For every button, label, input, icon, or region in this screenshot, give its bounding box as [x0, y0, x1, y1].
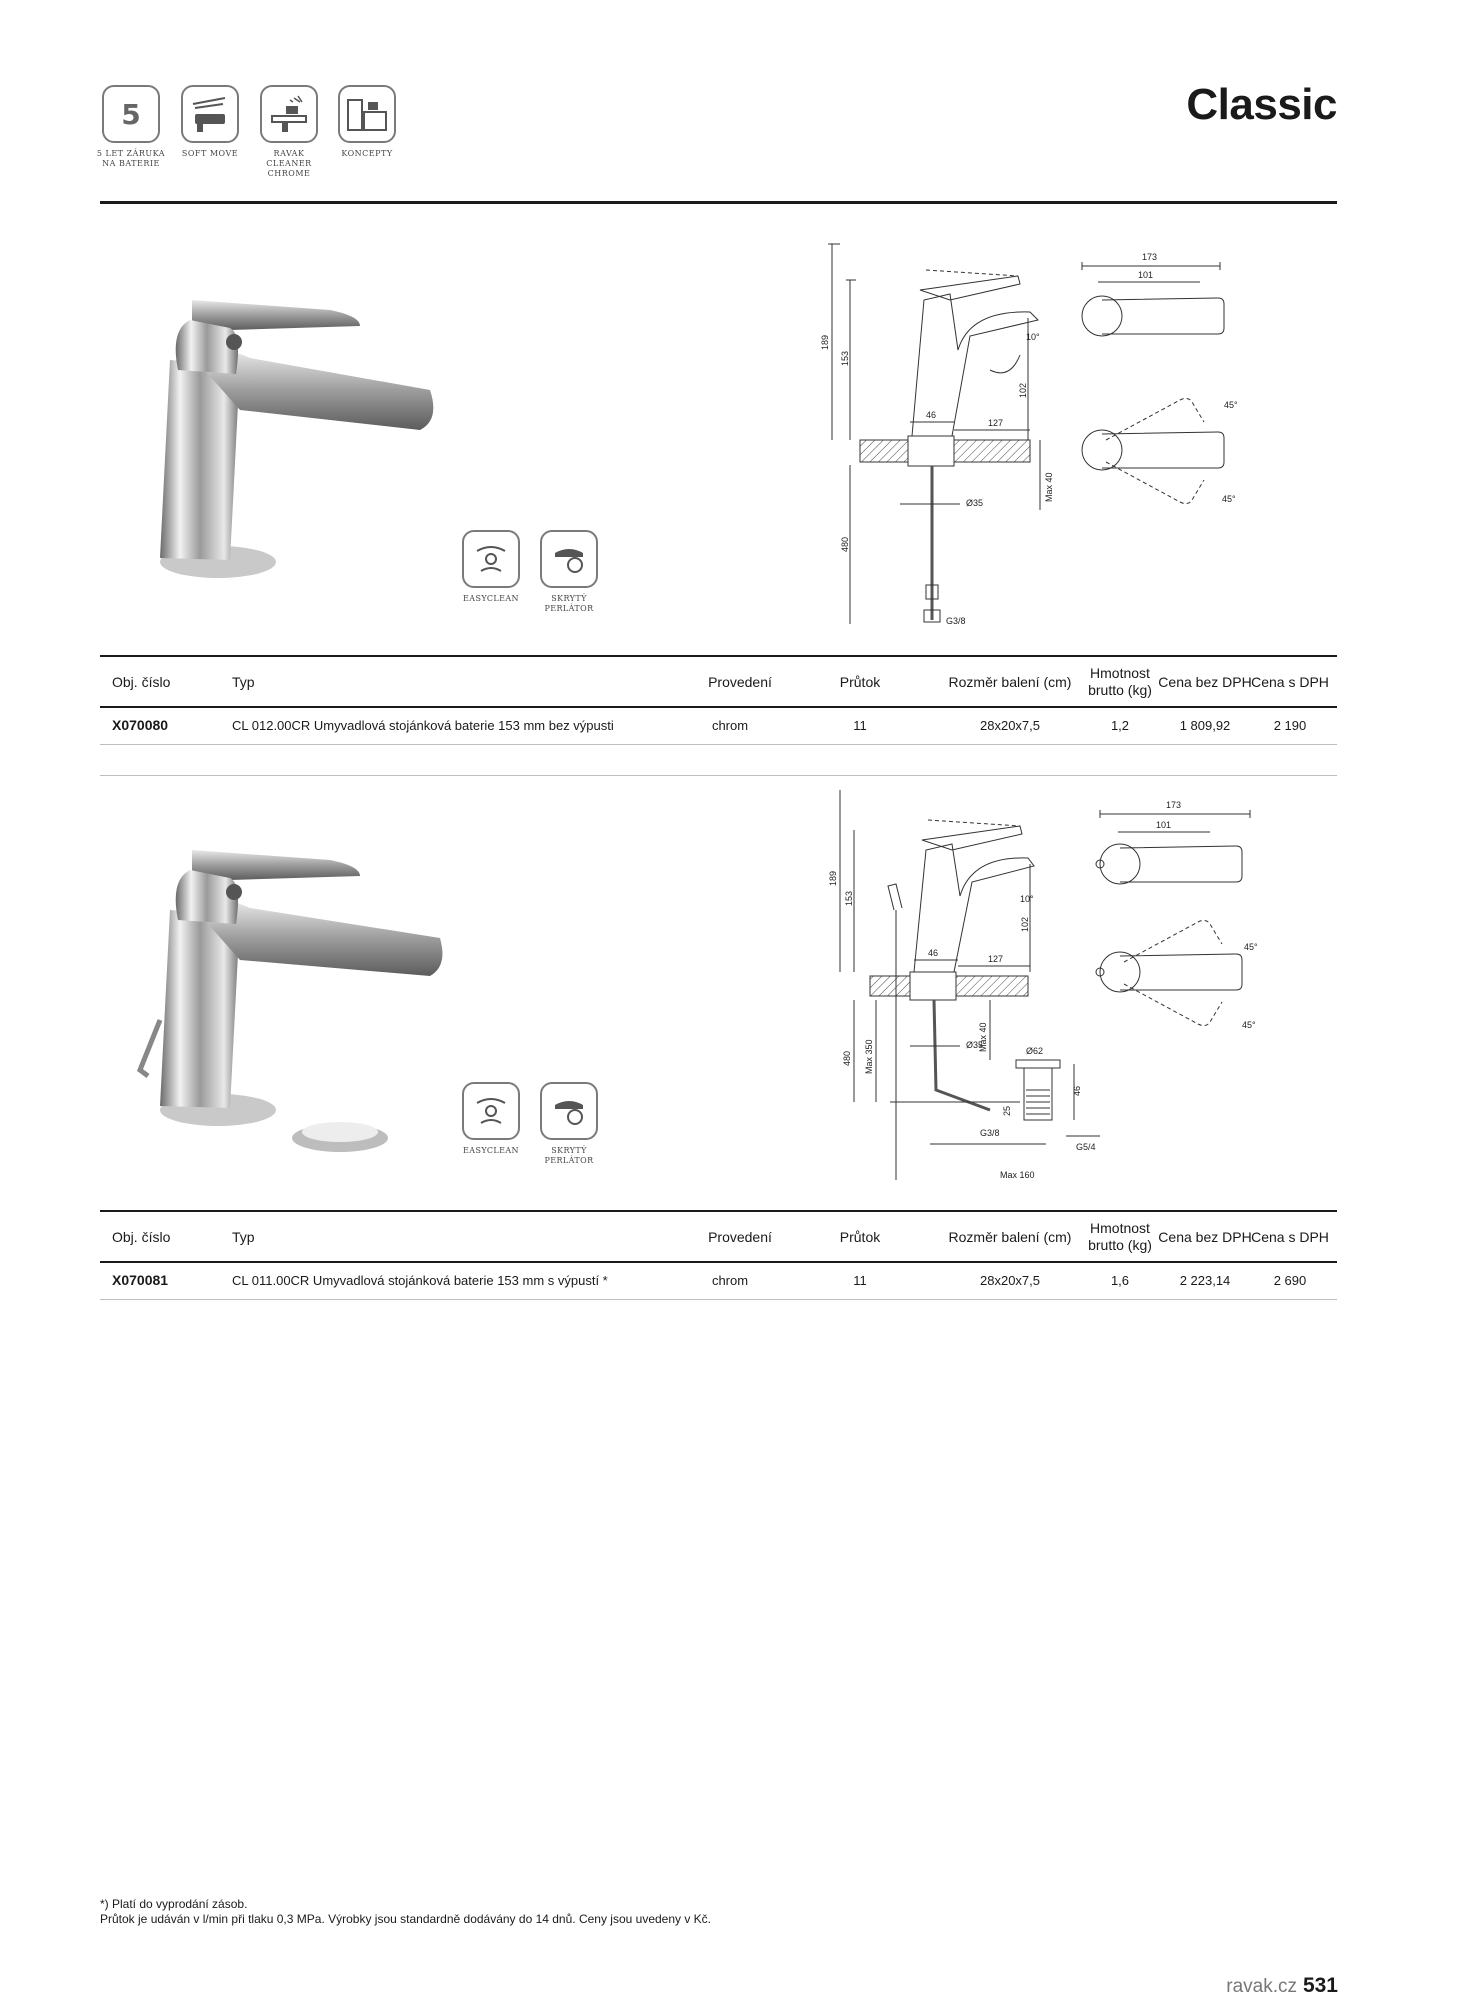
feature-label: EASYCLEAN [463, 594, 519, 603]
dim-label: 153 [844, 890, 854, 906]
dim-label: 101 [1156, 820, 1172, 830]
col-package: Rozměr balení (cm) [948, 673, 1072, 690]
feature-easyclean [456, 530, 526, 604]
feature-cleaner [252, 85, 326, 179]
cell-price-net: 2 223,14 [1179, 1273, 1231, 1288]
page-number: 531 [1302, 1974, 1338, 1997]
dim-label: Ø35 [966, 498, 984, 508]
table-bottom-rule [100, 744, 1337, 745]
dim-label: Max 40 [1044, 472, 1054, 502]
dim-label: 102 [1020, 916, 1030, 932]
cell-package: 28x20x7,5 [980, 1273, 1040, 1288]
feature-label: KONCEPTY [341, 149, 393, 158]
concepts-icon [338, 85, 396, 143]
cell-type: CL 011.00CR Umyvadlová stojánková baterie 153 mm s výpustí * [232, 1273, 608, 1288]
faucet-image [130, 270, 450, 610]
feature-concepts [330, 85, 404, 159]
dim-label: Ø35 [966, 1040, 984, 1050]
dim-label: Max 40 [978, 1022, 988, 1052]
feature-label: EASYCLEAN [463, 1146, 519, 1155]
feature-label: SOFT MOVE [181, 149, 239, 158]
table-header [100, 657, 1337, 707]
cell-code: X070081 [112, 1272, 169, 1288]
feature-label: RAVAK CLEANER CHROME [266, 149, 312, 178]
dim-label: 101 [1138, 270, 1154, 280]
dim-label: 25 [1002, 1105, 1012, 1116]
dim-label: 45° [1242, 1020, 1256, 1030]
easyclean-icon [462, 1082, 520, 1140]
dim-label: 127 [988, 954, 1004, 964]
dim-label: 173 [1142, 252, 1158, 262]
cell-price-gross: 2 690 [1273, 1273, 1307, 1288]
cell-finish: chrom [711, 1273, 749, 1288]
technical-drawing [830, 790, 1340, 1190]
site-url: ravak.cz [1226, 1976, 1297, 1997]
dim-label: 480 [840, 536, 850, 552]
cell-weight: 1,6 [1110, 1273, 1130, 1288]
dim-label: 45° [1224, 400, 1238, 410]
dim-label: 46 [926, 410, 937, 420]
table-row [100, 1263, 1337, 1299]
technical-drawing [820, 240, 1340, 630]
cell-price-gross: 2 190 [1273, 718, 1307, 733]
section-divider [100, 775, 1337, 776]
feature-hidden-aerator [534, 530, 604, 614]
feature-label: SKRYTÝ PERLÁTOR [544, 594, 594, 613]
dim-label: G5/4 [1076, 1142, 1096, 1152]
feature-warranty [94, 85, 168, 169]
header-divider [100, 201, 1337, 204]
col-type: Typ [232, 674, 255, 690]
col-code: Obj. číslo [112, 674, 171, 690]
dim-label: 189 [828, 870, 838, 886]
table-row [100, 708, 1337, 744]
col-code: Obj. číslo [112, 1229, 171, 1245]
footnote-line: *) Platí do vyprodání zásob. [100, 1897, 248, 1911]
dim-label: 46 [928, 948, 939, 958]
footnote [100, 1897, 711, 1927]
col-finish: Provedení [708, 673, 772, 690]
feature-label: SKRYTÝ PERLÁTOR [544, 1146, 594, 1165]
dim-label: 173 [1166, 800, 1182, 810]
cell-weight: 1,2 [1110, 718, 1130, 733]
dim-label: 10° [1026, 332, 1040, 342]
dim-label: G3/8 [980, 1128, 1000, 1138]
cell-price-net: 1 809,92 [1179, 718, 1231, 733]
cell-finish: chrom [711, 718, 749, 733]
col-weight: Hmotnost brutto (kg) [1088, 1220, 1152, 1253]
dim-label: Max 350 [864, 1039, 874, 1074]
dim-label: 127 [988, 418, 1004, 428]
dim-label: 10° [1020, 894, 1034, 904]
dim-label: 102 [1018, 382, 1028, 398]
col-price-net: Cena bez DPH [1158, 673, 1252, 690]
col-weight: Hmotnost brutto (kg) [1088, 665, 1152, 698]
feature-soft-move [173, 85, 247, 159]
col-flow: Průtok [839, 673, 881, 690]
col-flow: Průtok [839, 1228, 881, 1245]
cell-package: 28x20x7,5 [980, 718, 1040, 733]
col-price-gross: Cena s DPH [1251, 1228, 1329, 1245]
table-bottom-rule [100, 1299, 1337, 1300]
faucet-image [130, 820, 450, 1160]
footnote-line: Průtok je udáván v l/min při tlaku 0,3 MPa. Výrobky jsou standardně dodávány do 14 dnů. Ceny jsou uvedeny v Kč. [100, 1912, 712, 1926]
col-type: Typ [232, 1229, 255, 1245]
dim-label: Ø62 [1026, 1046, 1044, 1056]
feature-easyclean [456, 1082, 526, 1156]
dim-label: Max 160 [1000, 1170, 1035, 1180]
col-price-net: Cena bez DPH [1158, 1228, 1252, 1245]
easyclean-icon [462, 530, 520, 588]
feature-label: 5 LET ZÁRUKA NA BATERIE [96, 149, 166, 168]
dim-label: 45° [1222, 494, 1236, 504]
dim-label: 45° [1244, 942, 1258, 952]
page-title: Classic [1186, 80, 1337, 129]
dim-label: 153 [840, 350, 850, 366]
dim-label: 189 [820, 334, 830, 350]
cell-flow: 11 [853, 1273, 867, 1288]
col-package: Rozměr balení (cm) [948, 1228, 1072, 1245]
warranty-5-icon: 5 [102, 85, 160, 143]
cell-code: X070080 [112, 717, 169, 733]
cell-flow: 11 [853, 718, 867, 733]
dim-label: 480 [842, 1050, 852, 1066]
dim-label: G3/8 [946, 616, 966, 626]
soft-move-icon [181, 85, 239, 143]
dim-label: 46 [1072, 1085, 1082, 1096]
cleaner-icon [260, 85, 318, 143]
hidden-aerator-icon [540, 530, 598, 588]
hidden-aerator-icon [540, 1082, 598, 1140]
col-price-gross: Cena s DPH [1251, 673, 1329, 690]
cell-type: CL 012.00CR Umyvadlová stojánková baterie 153 mm bez výpusti [232, 718, 614, 733]
feature-hidden-aerator [534, 1082, 604, 1166]
col-finish: Provedení [708, 1228, 772, 1245]
table-header [100, 1212, 1337, 1262]
